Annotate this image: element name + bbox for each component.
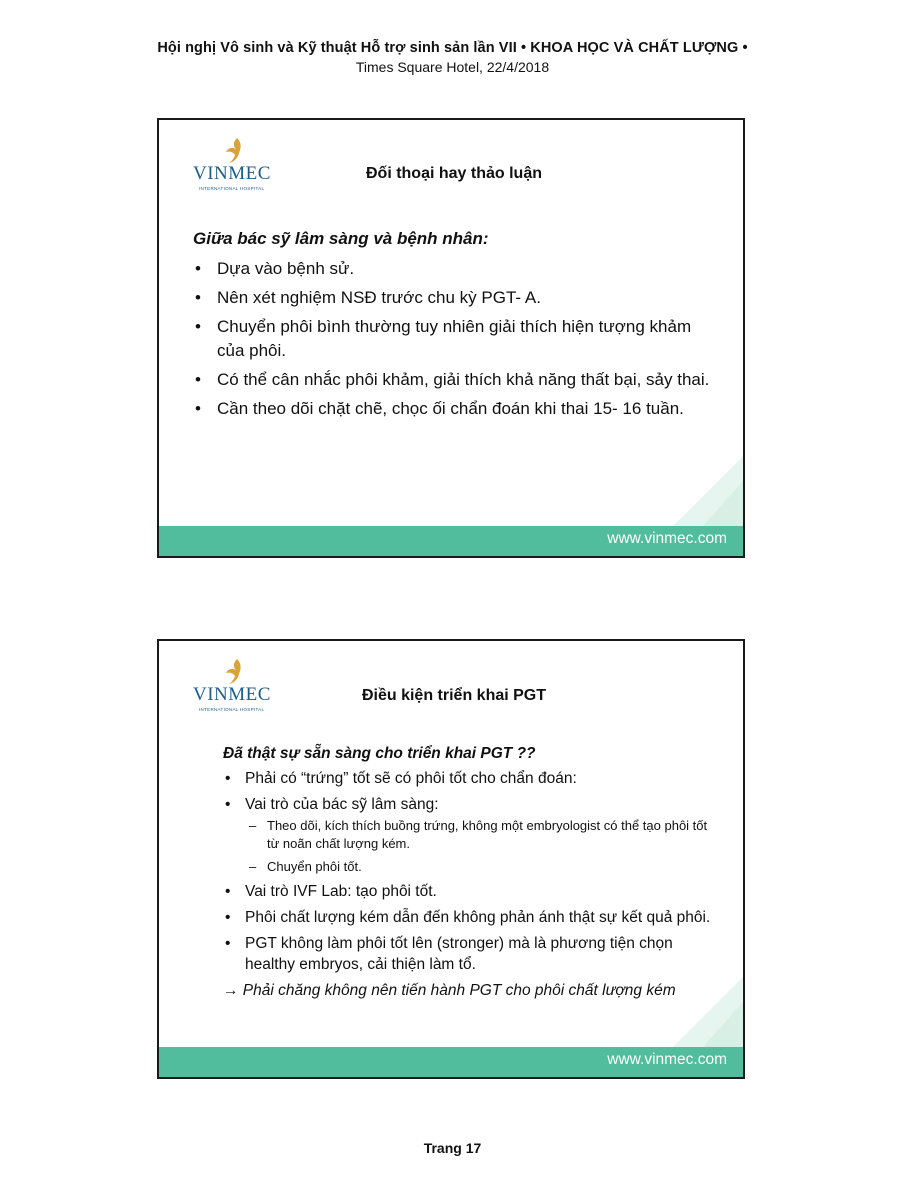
logo-wordmark: VINMEC: [193, 684, 271, 705]
logo-subtitle: INTERNATIONAL HOSPITAL: [199, 707, 265, 712]
page-header: [0, 40, 905, 75]
list-item: • Dựa vào bệnh sử.: [195, 259, 355, 278]
conference-venue-date: Times Square Hotel, 22/4/2018: [355, 59, 550, 75]
vinmec-logo: [193, 657, 283, 717]
slide-intro: Đã thật sự sẵn sàng cho triển khai PGT ??: [223, 745, 536, 762]
list-item: • Chuyển phôi bình thường tuy nhiên giải thích hiện tượng khảm của phôi.: [195, 317, 692, 360]
logo-wordmark: VINMEC: [193, 163, 271, 184]
sub-bullet-list: [245, 817, 713, 876]
sub-list-item: – Theo dõi, kích thích buồng trứng, không một embryologist có thể tạo phôi tốt từ noãn chất lượng kém.: [249, 818, 708, 851]
slide-1: [157, 118, 745, 558]
list-item: • Phải có “trứng” tốt sẽ có phôi tốt cho chẩn đoán:: [225, 770, 577, 787]
bullet-list: [223, 768, 713, 975]
vinmec-logo: [193, 136, 283, 196]
list-item: • Cần theo dõi chặt chẽ, chọc ối chẩn đoán khi thai 15- 16 tuần.: [195, 399, 684, 418]
bullet-list: [193, 257, 723, 421]
list-item: • Vai trò IVF Lab: tạo phôi tốt.: [225, 883, 437, 900]
list-item: • Phôi chất lượng kém dẫn đến không phản ánh thật sự kết quả phôi.: [225, 909, 711, 926]
list-item: • Nên xét nghiệm NSĐ trước chu kỳ PGT- A.: [195, 288, 541, 307]
list-item: • Có thể cân nhắc phôi khảm, giải thích khả năng thất bại, sảy thai.: [195, 370, 710, 389]
logo-subtitle: INTERNATIONAL HOSPITAL: [199, 186, 265, 191]
slide-intro: Giữa bác sỹ lâm sàng và bệnh nhân:: [193, 229, 489, 248]
slide-title: Điều kiện triển khai PGT: [361, 687, 547, 704]
conclusion-text: → Phải chăng không nên tiến hành PGT cho phôi chất lượng kém: [223, 982, 676, 999]
page-number: Trang 17: [423, 1140, 482, 1156]
list-item: • PGT không làm phôi tốt lên (stronger) mà là phương tiện chọn healthy embryos, cải thiện làm tổ.: [225, 935, 673, 973]
sub-list-item: – Chuyển phôi tốt.: [249, 859, 362, 874]
footer-url: www.vinmec.com: [607, 530, 727, 547]
list-item: • Vai trò của bác sỹ lâm sàng: – Theo dõi, kích thích buồng trứng, không một embryologist có thể tạo phôi tốt từ noãn chất lượng kém. – Chuyển phôi tốt.: [223, 794, 713, 876]
decorative-triangles: [593, 436, 743, 526]
slide-content: [193, 227, 723, 426]
decorative-triangles: [593, 957, 743, 1047]
bird-logo-icon: [223, 657, 249, 685]
bird-logo-icon: [223, 136, 249, 164]
footer-url: www.vinmec.com: [607, 1051, 727, 1068]
slide-footer: [159, 1047, 743, 1077]
slide-title: Đối thoại hay thảo luận: [365, 165, 542, 182]
slide-footer: [159, 526, 743, 556]
slide-2: [157, 639, 745, 1079]
conference-title: Hội nghị Vô sinh và Kỹ thuật Hỗ trợ sinh sản lần VII • KHOA HỌC VÀ CHẤT LƯỢNG •: [157, 40, 748, 56]
